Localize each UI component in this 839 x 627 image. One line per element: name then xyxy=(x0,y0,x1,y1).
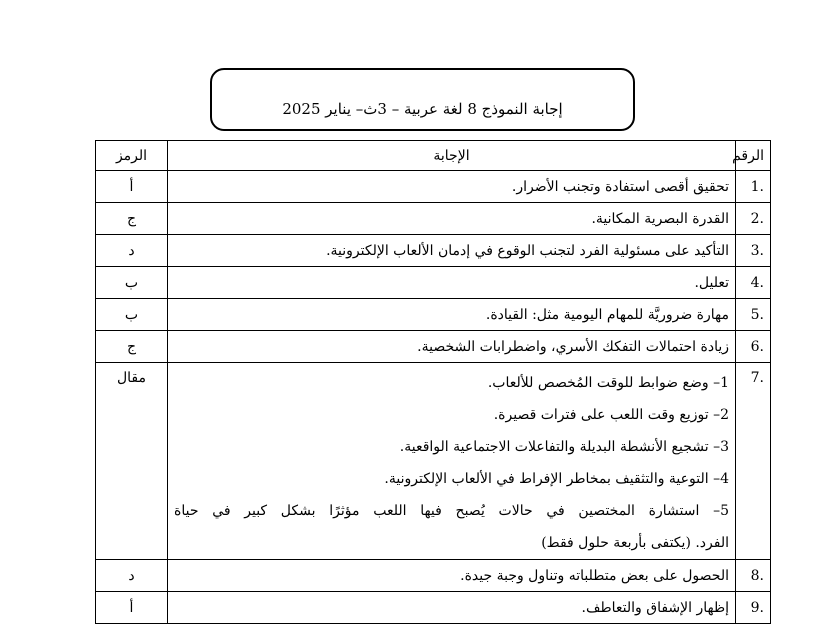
table-row-essay xyxy=(96,363,771,560)
row-code: مقال xyxy=(96,363,168,560)
row-answer: إظهار الإشفاق والتعاطف. xyxy=(168,592,736,624)
row-answer: القدرة البصرية المكانية. xyxy=(168,203,736,235)
table-row xyxy=(96,267,771,299)
row-answer: التأكيد على مسئولية الفرد لتجنب الوقوع في إدمان الألعاب الإلكترونية. xyxy=(168,235,736,267)
page-title: إجابة النموذج 8 لغة عربية – 3ث– يناير 2025 xyxy=(282,100,563,118)
answer-line: 2– توزيع وقت اللعب على فترات قصيرة. xyxy=(493,407,729,423)
table-row xyxy=(96,171,771,203)
answers-table xyxy=(95,140,771,624)
row-number: .6 xyxy=(736,331,771,363)
row-code: أ xyxy=(96,592,168,624)
header-answer: الإجابة xyxy=(168,141,736,171)
answer-line: 3– تشجيع الأنشطة البديلة والتفاعلات الاجتماعية الواقعية. xyxy=(399,439,729,455)
header-number: الرقم xyxy=(736,141,771,171)
row-answer-list xyxy=(168,363,736,560)
row-number: .2 xyxy=(736,203,771,235)
answer-line: 4– التوعية والتثقيف بمخاطر الإفراط في الألعاب الإلكترونية. xyxy=(384,471,729,487)
row-code: أ xyxy=(96,171,168,203)
row-code: د xyxy=(96,235,168,267)
row-answer: مهارة ضروريَّة للمهام اليومية مثل: القيادة. xyxy=(168,299,736,331)
row-code: د xyxy=(96,560,168,592)
answer-line: 5– استشارة المختصين في حالات يُصبح فيها اللعب مؤثرًا بشكل كبير في حياة xyxy=(174,503,729,519)
row-code: ب xyxy=(96,267,168,299)
row-answer: زيادة احتمالات التفكك الأسري، واضطرابات الشخصية. xyxy=(168,331,736,363)
row-number: .8 xyxy=(736,560,771,592)
table-row xyxy=(96,235,771,267)
table-header-row xyxy=(96,141,771,171)
row-number: .4 xyxy=(736,267,771,299)
table-row xyxy=(96,203,771,235)
table-row xyxy=(96,592,771,624)
table-row xyxy=(96,560,771,592)
row-number: .9 xyxy=(736,592,771,624)
row-number: .5 xyxy=(736,299,771,331)
row-answer: الحصول على بعض متطلباته وتناول وجبة جيدة. xyxy=(168,560,736,592)
row-answer: تعليل. xyxy=(168,267,736,299)
row-code: ب xyxy=(96,299,168,331)
row-code: ج xyxy=(96,203,168,235)
table-row xyxy=(96,299,771,331)
answer-line: الفرد. (يكتفى بأربعة حلول فقط) xyxy=(541,535,729,551)
row-answer: تحقيق أقصى استفادة وتجنب الأضرار. xyxy=(168,171,736,203)
table-row xyxy=(96,331,771,363)
row-number: .3 xyxy=(736,235,771,267)
title-box xyxy=(210,68,635,131)
header-code: الرمز xyxy=(96,141,168,171)
answer-line: 1– وضع ضوابط للوقت المُخصص للألعاب. xyxy=(487,375,729,391)
row-number: .7 xyxy=(736,363,771,560)
row-number: .1 xyxy=(736,171,771,203)
row-code: ج xyxy=(96,331,168,363)
